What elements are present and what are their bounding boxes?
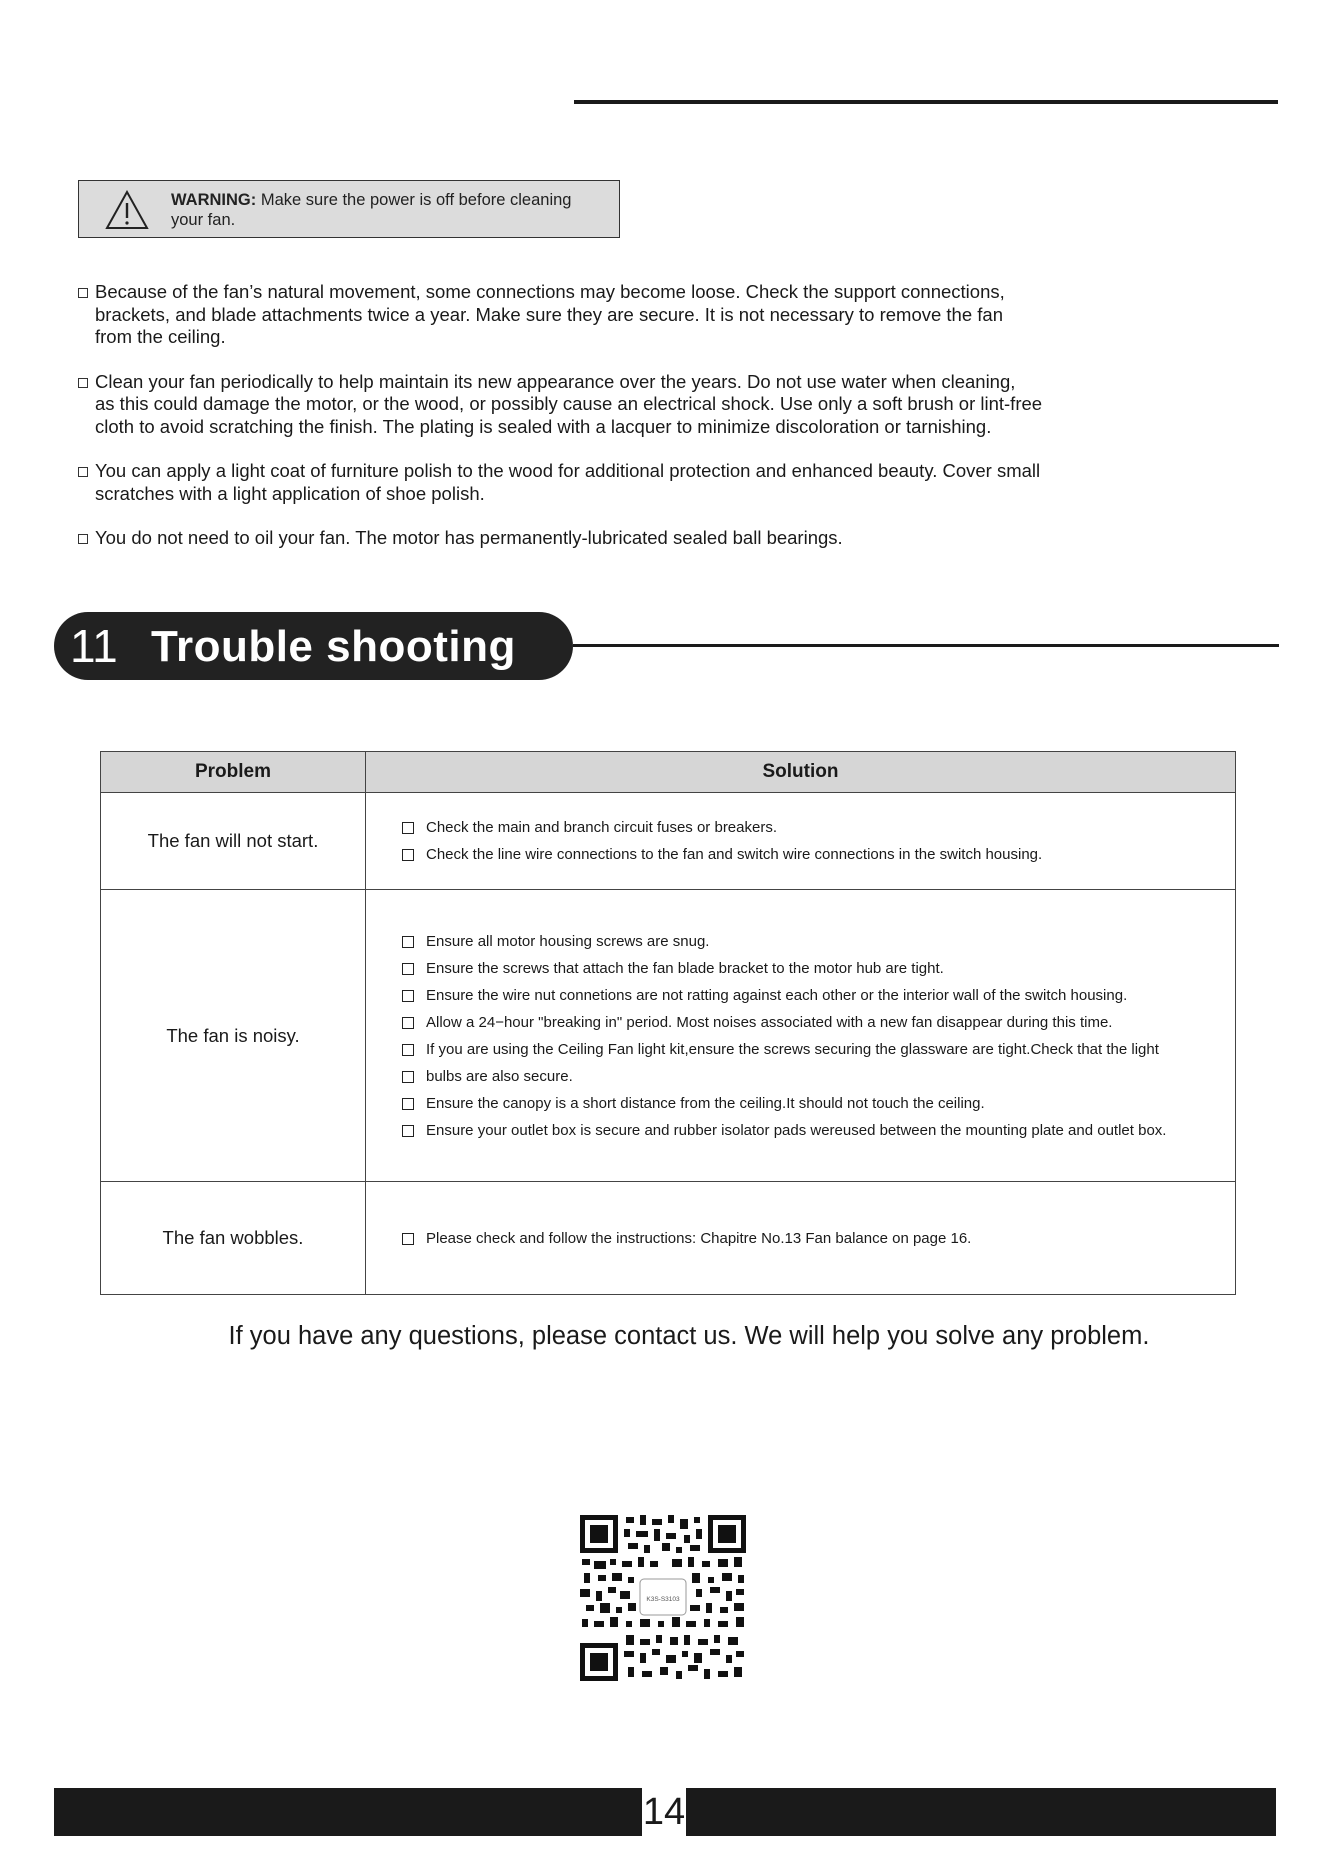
- contact-text: If you have any questions, please contact us. We will help you solve any problem.: [228, 1322, 1150, 1350]
- contact-message: [0, 1322, 1324, 1351]
- section-title: Trouble shooting: [151, 622, 516, 671]
- warning-text: [171, 190, 611, 230]
- problem-cell: The fan is noisy.: [101, 890, 366, 1182]
- solution-item: [402, 1036, 1225, 1063]
- maintenance-line: from the ceiling.: [95, 326, 226, 347]
- solution-text: If you are using the Ceiling Fan light kit,ensure the screws securing the glassware are tight.Check that the light: [426, 1040, 1159, 1058]
- checkbox-bullet-icon: [78, 288, 88, 298]
- solution-item: [402, 1009, 1225, 1036]
- maintenance-line: Because of the fan’s natural movement, some connections may become loose. Check the support connections,: [95, 281, 1005, 302]
- problem-cell: The fan will not start.: [101, 793, 366, 890]
- solution-item: [402, 1117, 1225, 1144]
- table-header-row: [101, 752, 1236, 793]
- maintenance-line: brackets, and blade attachments twice a year. Make sure they are secure. It is not necessary to remove the fan: [95, 303, 1003, 325]
- solution-item: [402, 1063, 1225, 1090]
- qr-label: K3S-S3103: [646, 1596, 680, 1603]
- solution-header: Solution: [366, 752, 1236, 793]
- section-number: 11: [70, 620, 118, 672]
- checkbox-bullet-icon: [78, 534, 88, 544]
- solution-text: Allow a 24−hour "breaking in" period. Most noises associated with a new fan disappear during this time.: [426, 1013, 1113, 1031]
- solution-text: Ensure the screws that attach the fan blade bracket to the motor hub are tight.: [426, 959, 944, 977]
- solution-cell: [366, 1182, 1236, 1295]
- checkbox-icon: [402, 1017, 414, 1029]
- maintenance-line: Clean your fan periodically to help maintain its new appearance over the years. Do not use water when cleaning,: [95, 370, 1016, 392]
- checkbox-icon: [402, 1098, 414, 1110]
- checkbox-icon: [402, 936, 414, 948]
- problem-cell: The fan wobbles.: [101, 1182, 366, 1295]
- warning-label: WARNING:: [171, 191, 257, 209]
- qr-code[interactable]: [580, 1515, 746, 1681]
- checkbox-icon: [402, 1044, 414, 1056]
- solution-item: [402, 841, 1225, 868]
- checkbox-icon: [402, 1071, 414, 1083]
- checkbox-icon: [402, 963, 414, 975]
- maintenance-item: [78, 371, 1158, 439]
- warning-text-line2: your fan.: [171, 211, 236, 229]
- table-row: [101, 890, 1236, 1182]
- solution-text: Check the main and branch circuit fuses or breakers.: [426, 819, 777, 836]
- section-header: [54, 612, 573, 680]
- qr-finder-top-right: [708, 1515, 746, 1553]
- maintenance-line: scratches with a light application of shoe polish.: [95, 482, 485, 504]
- solution-text: Ensure the wire nut connetions are not ratting against each other or the interior wall of the switch housing.: [426, 986, 1128, 1004]
- warning-triangle-icon: [105, 190, 149, 230]
- table-row: [101, 1182, 1236, 1295]
- solution-text: Ensure your outlet box is secure and rubber isolator pads wereused between the mounting plate and outlet box.: [426, 1121, 1167, 1139]
- checkbox-bullet-icon: [78, 378, 88, 388]
- qr-finder-top-left: [580, 1515, 618, 1553]
- checkbox-icon: [402, 849, 414, 861]
- solution-item: [402, 928, 1225, 955]
- solution-cell: [366, 793, 1236, 890]
- checkbox-icon: [402, 1125, 414, 1137]
- solution-item: [402, 982, 1225, 1009]
- solution-cell: [366, 890, 1236, 1182]
- solution-text: bulbs are also secure.: [426, 1067, 573, 1085]
- checkbox-icon: [402, 990, 414, 1002]
- warning-box: [78, 180, 620, 238]
- table-row: [101, 793, 1236, 890]
- solution-item: [402, 1225, 1225, 1252]
- maintenance-list: [78, 281, 1158, 572]
- maintenance-item: [78, 527, 1158, 550]
- checkbox-icon: [402, 1233, 414, 1245]
- checkbox-bullet-icon: [78, 467, 88, 477]
- qr-finder-bottom-left: [580, 1643, 618, 1681]
- solution-text: Please check and follow the instructions: Chapitre No.13 Fan balance on page 16.: [426, 1229, 972, 1247]
- solution-item: [402, 955, 1225, 982]
- problem-header: Problem: [101, 752, 366, 793]
- maintenance-line: cloth to avoid scratching the finish. The plating is sealed with a lacquer to minimize discoloration or tarnishing.: [95, 415, 992, 437]
- solution-item: [402, 814, 1225, 841]
- checkbox-icon: [402, 822, 414, 834]
- solution-text: Check the line wire connections to the fan and switch wire connections in the switch housing.: [426, 846, 1043, 863]
- maintenance-line: You do not need to oil your fan. The motor has permanently-lubricated sealed ball bearings.: [95, 527, 843, 548]
- section-rule: [573, 644, 1279, 647]
- maintenance-line: as this could damage the motor, or the wood, or possibly cause an electrical shock. Use only a soft brush or lint-free: [95, 393, 1043, 414]
- maintenance-line: You can apply a light coat of furniture polish to the wood for additional protection and enhanced beauty. Cover small: [95, 460, 1041, 481]
- troubleshooting-table: [100, 751, 1236, 1295]
- maintenance-item: [78, 281, 1158, 349]
- warning-text-line1: Make sure the power is off before cleaning: [260, 191, 572, 209]
- solution-item: [402, 1090, 1225, 1117]
- solution-text: Ensure the canopy is a short distance from the ceiling.It should not touch the ceiling.: [426, 1094, 985, 1112]
- maintenance-item: [78, 460, 1158, 505]
- top-rule: [574, 100, 1278, 104]
- solution-text: Ensure all motor housing screws are snug.: [426, 932, 710, 950]
- page-number: 14: [642, 1788, 686, 1836]
